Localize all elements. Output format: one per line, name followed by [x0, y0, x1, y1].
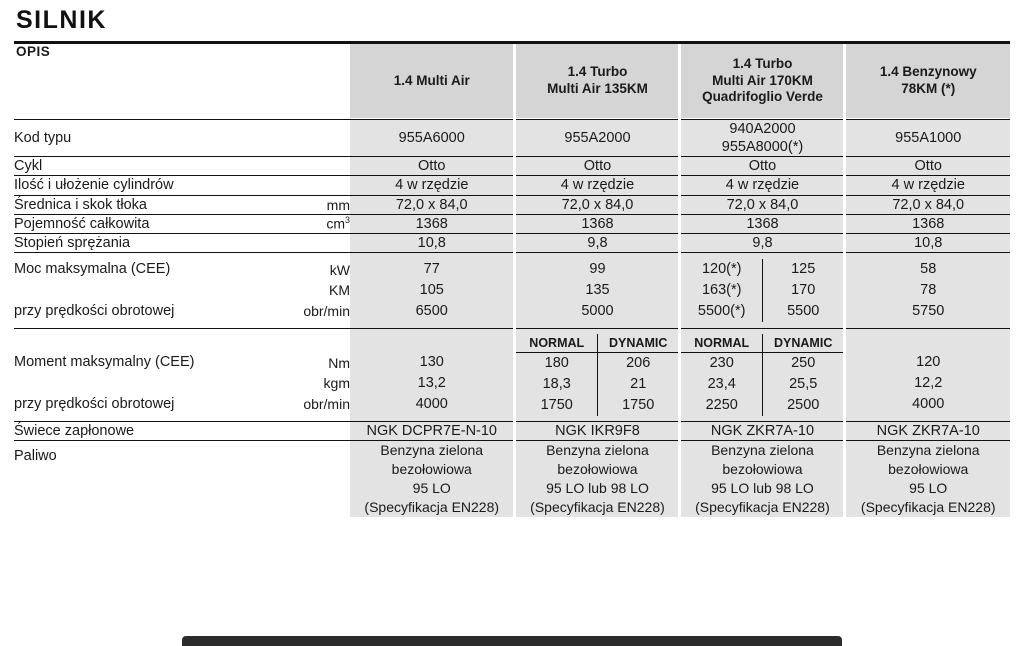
row-moc-value-2	[515, 252, 680, 328]
row-moc	[14, 252, 1010, 328]
row-sprezanie	[14, 233, 1010, 252]
row-moment-value-2-kgm-normal: 18,3	[516, 374, 597, 395]
row-pojemnosc-value-2: 1368	[515, 214, 680, 233]
row-sprezanie-label: Stopień sprężania	[14, 233, 286, 252]
row-cylindry-value-4: 4 w rzędzie	[845, 176, 1010, 195]
header-col-1-line-1: 1.4 Multi Air	[393, 72, 470, 88]
row-moment-value-2-subheader-normal: NORMAL	[516, 334, 597, 352]
row-cykl-value-4: Otto	[845, 157, 1010, 176]
row-moment-value-2-kgm-dynamic: 21	[630, 376, 647, 392]
row-cykl-value-2: Otto	[515, 157, 680, 176]
footer-bar	[182, 636, 842, 646]
row-pojemnosc-value-3: 1368	[680, 214, 845, 233]
row-cylindry-value-1: 4 w rzędzie	[350, 176, 515, 195]
row-paliwo-value-3-line-3: 95 LO lub 98 LO	[711, 479, 814, 496]
row-moment-value-3-kgm	[681, 374, 843, 395]
row-swiece-value-2: NGK IKR9F8	[515, 421, 680, 440]
row-moment-value-3-subheader-dynamic: DYNAMIC	[774, 335, 833, 350]
row-moment	[14, 328, 1010, 421]
row-moc-value-1	[350, 252, 515, 328]
row-moment-label-line-3: przy prędkości obrotowej	[14, 395, 175, 412]
row-moc-value-3	[680, 252, 845, 328]
row-paliwo-value-4-line-3: 95 LO	[909, 479, 948, 496]
row-swiece-value-3: NGK ZKR7A-10	[680, 421, 845, 440]
header-col-3	[680, 44, 845, 118]
row-paliwo-value-3-line-4: (Specyfikacja EN228)	[695, 498, 830, 515]
row-moment-unit-line-1: Nm	[328, 355, 350, 371]
row-moc-unit	[286, 252, 350, 328]
row-moc-value-3-kw-normal: 120(*)	[681, 259, 762, 280]
row-paliwo-unit	[286, 441, 350, 517]
row-moc-label-line-3: przy prędkości obrotowej	[14, 302, 175, 319]
row-moc-value-2-km: 135	[585, 281, 610, 298]
row-moment-value-1-rpm: 4000	[415, 395, 448, 412]
row-moc-value-1-rpm: 6500	[415, 302, 448, 319]
row-moc-value-3-kw	[681, 259, 843, 280]
row-kod-typu-value-3-line-1: 940A2000	[729, 121, 796, 137]
row-moc-value-1-km: 105	[419, 281, 444, 298]
row-moc-unit-line-3: obr/min	[303, 302, 350, 319]
row-sprezanie-value-1: 10,8	[350, 233, 515, 252]
row-pojemnosc-value-4: 1368	[845, 214, 1010, 233]
row-moment-unit-line-3: obr/min	[303, 395, 350, 412]
row-kod-typu-value-3-line-2: 955A8000(*)	[721, 139, 804, 156]
row-pojemnosc-value-1: 1368	[350, 214, 515, 233]
row-paliwo-value-3	[680, 441, 845, 517]
row-moment-label-line-2	[14, 373, 286, 394]
row-paliwo-label: Paliwo	[14, 448, 57, 465]
row-swiece-value-1: NGK DCPR7E-N-10	[350, 421, 515, 440]
row-pojemnosc-unit-sup: 3	[344, 215, 350, 226]
row-moc-label-line-2	[14, 280, 286, 301]
row-srednica-label: Średnica i skok tłoka	[14, 195, 286, 214]
row-cylindry-value-3: 4 w rzędzie	[680, 176, 845, 195]
header-col-2	[515, 44, 680, 118]
row-moment-value-3-nm-normal: 230	[681, 353, 762, 374]
header-col-1	[350, 44, 515, 118]
header-col-4-line-1: 1.4 Benzynowy	[879, 64, 977, 80]
row-moment-value-3-rpm	[681, 395, 843, 416]
row-cykl-value-1: Otto	[350, 157, 515, 176]
row-paliwo-value-4-line-4: (Specyfikacja EN228)	[860, 498, 996, 515]
row-moc-value-3-km	[681, 280, 843, 301]
row-moment-value-2-nm-dynamic: 206	[626, 354, 651, 371]
row-paliwo-value-1-line-3: 95 LO	[412, 479, 451, 496]
row-moment-value-2-rpm-dynamic: 1750	[622, 397, 655, 414]
row-moc-value-4	[845, 252, 1010, 328]
header-col-2-line-2: Multi Air 135KM	[547, 81, 648, 96]
row-moc-value-4-km: 78	[920, 281, 937, 298]
row-moment-value-3-kgm-normal: 23,4	[681, 374, 762, 395]
row-moment-value-2-kgm	[516, 374, 678, 395]
row-paliwo-value-2	[515, 441, 680, 517]
row-moment-value-1-nm: 130	[419, 353, 444, 370]
row-moc-value-3-rpm-dynamic: 5500	[787, 302, 820, 319]
row-moment-value-2-nm-normal: 180	[516, 353, 597, 374]
row-cylindry	[14, 176, 1010, 195]
row-paliwo-value-2-line-4: (Specyfikacja EN228)	[530, 498, 665, 515]
row-paliwo-value-3-line-1: Benzyna zielona	[711, 442, 814, 459]
row-swiece-value-4: NGK ZKR7A-10	[845, 421, 1010, 440]
row-moc-unit-line-1: kW	[329, 261, 350, 278]
row-swiece-unit	[286, 421, 350, 440]
row-paliwo-value-2-line-2: bezołowiowa	[557, 460, 638, 477]
row-paliwo-value-2-line-3: 95 LO lub 98 LO	[546, 479, 649, 496]
row-kod-typu-value-2: 955A2000	[515, 120, 680, 157]
header-col-2-line-1: 1.4 Turbo	[567, 64, 628, 80]
row-moment-value-3-rpm-dynamic: 2500	[787, 397, 820, 414]
row-swiece	[14, 421, 1010, 440]
row-moment-value-3-subheaders	[681, 334, 843, 353]
row-kod-typu-unit	[286, 120, 350, 157]
row-pojemnosc-unit-text: cm	[326, 216, 345, 233]
row-moc-value-3-rpm-normal: 5500(*)	[681, 301, 762, 322]
row-sprezanie-value-3: 9,8	[680, 233, 845, 252]
engine-spec-table	[14, 44, 1010, 517]
header-col-3-line-2: Multi Air 170KM	[712, 72, 813, 88]
row-moment-value-2-rpm	[516, 395, 678, 416]
row-sprezanie-value-2: 9,8	[515, 233, 680, 252]
row-paliwo-value-1-line-4: (Specyfikacja EN228)	[364, 498, 500, 515]
row-moment-label-line-1: Moment maksymalny (CEE)	[14, 353, 195, 370]
row-moc-value-4-kw: 58	[920, 260, 937, 277]
row-moment-value-2	[515, 328, 680, 421]
row-moment-value-4-nm: 120	[916, 353, 941, 370]
row-sprezanie-value-4: 10,8	[845, 233, 1010, 252]
row-moment-value-3-kgm-dynamic: 25,5	[789, 376, 818, 392]
page-title: SILNIK	[16, 6, 107, 34]
row-paliwo-value-1-line-2: bezołowiowa	[391, 460, 472, 477]
row-moment-label	[14, 328, 286, 421]
row-moc-unit-line-2: KM	[329, 282, 350, 299]
row-moc-value-1-kw: 77	[423, 260, 440, 277]
row-swiece-label: Świece zapłonowe	[14, 421, 286, 440]
header-col-3-line-1: 1.4 Turbo	[732, 55, 793, 71]
row-moment-value-3-nm	[681, 353, 843, 374]
row-srednica-value-2: 72,0 x 84,0	[515, 195, 680, 214]
row-moc-label	[14, 252, 286, 328]
row-cylindry-unit	[286, 176, 350, 195]
row-moment-value-4	[845, 328, 1010, 421]
row-kod-typu-value-3	[680, 120, 845, 157]
row-moment-value-1	[350, 328, 515, 421]
row-moment-label-spacer	[14, 335, 286, 352]
row-moment-unit-spacer	[286, 336, 350, 353]
row-moment-value-3-subheader-normal: NORMAL	[681, 334, 762, 352]
row-pojemnosc-label: Pojemność całkowita	[14, 214, 286, 233]
row-moment-value-1-spacer	[350, 335, 513, 352]
header-unit-spacer	[286, 44, 350, 118]
row-moc-label-line-1: Moc maksymalna (CEE)	[14, 260, 171, 277]
row-cykl-value-3: Otto	[680, 157, 845, 176]
row-paliwo-value-4-line-2: bezołowiowa	[888, 460, 969, 477]
row-moment-value-1-kgm: 13,2	[417, 374, 446, 391]
table-header-row	[14, 44, 1010, 118]
row-paliwo-value-1-line-1: Benzyna zielona	[380, 442, 484, 459]
row-moc-value-3-kw-dynamic: 125	[791, 260, 816, 277]
row-cylindry-label: Ilość i ułożenie cylindrów	[14, 176, 286, 195]
header-col-4	[845, 44, 1010, 118]
row-moment-unit-line-2: kgm	[323, 375, 350, 392]
row-cylindry-value-2: 4 w rzędzie	[515, 176, 680, 195]
row-moment-value-2-nm	[516, 353, 678, 374]
row-moment-value-3	[680, 328, 845, 421]
header-col-4-line-2: 78KM (*)	[901, 81, 956, 96]
row-pojemnosc	[14, 214, 1010, 233]
row-srednica-value-3: 72,0 x 84,0	[680, 195, 845, 214]
row-moment-value-4-rpm: 4000	[912, 395, 945, 412]
row-kod-typu-label: Kod typu	[14, 120, 286, 157]
row-cykl	[14, 157, 1010, 176]
row-moment-value-3-rpm-normal: 2250	[681, 395, 762, 416]
row-moc-value-4-rpm: 5750	[912, 302, 945, 319]
row-pojemnosc-unit	[286, 214, 350, 233]
row-moment-value-2-subheader-dynamic: DYNAMIC	[609, 335, 668, 350]
row-moc-value-2-kw: 99	[589, 260, 606, 277]
row-sprezanie-unit	[286, 233, 350, 252]
row-paliwo-value-2-line-1: Benzyna zielona	[546, 442, 649, 459]
row-moc-value-3-rpm	[681, 301, 843, 322]
row-moc-value-3-km-dynamic: 170	[791, 281, 816, 298]
row-srednica-value-4: 72,0 x 84,0	[845, 195, 1010, 214]
row-srednica-unit: mm	[286, 195, 350, 214]
row-moment-unit	[286, 328, 350, 421]
row-moment-value-3-nm-dynamic: 250	[791, 354, 816, 371]
header-col-3-line-3: Quadrifoglio Verde	[702, 89, 823, 105]
row-moment-value-4-spacer	[846, 335, 1010, 352]
row-moment-value-2-subheaders	[516, 334, 678, 353]
row-kod-typu-value-4: 955A1000	[845, 120, 1010, 157]
row-paliwo	[14, 441, 1010, 517]
row-cykl-label: Cykl	[14, 157, 286, 176]
row-moment-value-2-rpm-normal: 1750	[516, 395, 597, 416]
row-paliwo-value-3-line-2: bezołowiowa	[722, 460, 803, 477]
header-opis: OPIS	[16, 44, 51, 59]
row-cykl-unit	[286, 157, 350, 176]
row-kod-typu-value-1: 955A6000	[350, 120, 515, 157]
row-paliwo-value-4-line-1: Benzyna zielona	[876, 442, 980, 459]
row-paliwo-value-4	[845, 441, 1010, 517]
row-moc-value-2-rpm: 5000	[581, 302, 614, 319]
row-kod-typu	[14, 120, 1010, 157]
row-moment-value-4-kgm: 12,2	[914, 374, 943, 391]
row-moc-value-3-km-normal: 163(*)	[681, 280, 762, 301]
row-paliwo-value-1	[350, 441, 515, 517]
row-srednica	[14, 195, 1010, 214]
row-srednica-value-1: 72,0 x 84,0	[350, 195, 515, 214]
